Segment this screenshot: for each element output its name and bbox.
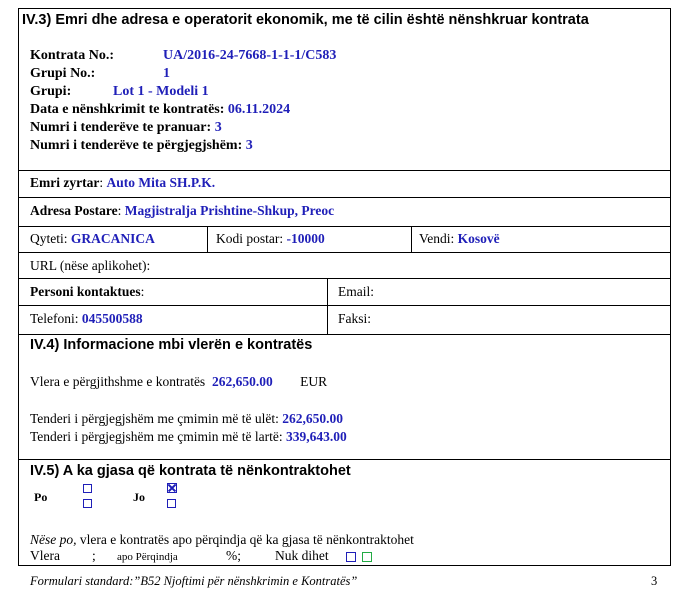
unknown-checkbox-green-icon[interactable] xyxy=(362,552,372,562)
yes-label: Po xyxy=(34,490,48,504)
divider xyxy=(18,170,671,171)
divider xyxy=(18,197,671,198)
postal-code-value: -10000 xyxy=(286,231,325,246)
total-value: 262,650.00 xyxy=(211,374,273,389)
highest-tender-label: Tenderi i përgjegjshëm me çmimin më të lartë: xyxy=(30,429,283,444)
divider xyxy=(18,226,671,227)
sign-date-label: Data e nënshkrimit te kontratës: xyxy=(30,102,225,117)
tenders-responsive-value: 3 xyxy=(245,138,253,153)
contact-person-cell: Personi kontaktues: xyxy=(30,284,145,299)
divider xyxy=(18,305,671,306)
tenders-received-label: Numri i tenderëve te pranuar: xyxy=(30,120,212,135)
lowest-tender-value: 262,650.00 xyxy=(282,411,343,426)
divider xyxy=(18,252,671,253)
sign-date-row xyxy=(30,102,290,118)
currency: EUR xyxy=(300,374,328,389)
tenders-received-row xyxy=(30,120,222,136)
email-label: Email: xyxy=(338,284,374,299)
highest-tender-row xyxy=(30,429,347,445)
tenders-responsive-row xyxy=(30,138,253,154)
lowest-tender-row xyxy=(30,411,343,427)
divider xyxy=(207,226,208,252)
no-label: Jo xyxy=(133,490,145,504)
contact-person-label: Personi kontaktues xyxy=(30,284,141,299)
contract-no-value: UA/2016-24-7668-1-1-1/C583 xyxy=(163,48,337,63)
value-label: Vlera xyxy=(30,548,60,563)
phone-value: 045500588 xyxy=(81,311,143,326)
group-label: Grupi: xyxy=(30,84,72,99)
phone-cell xyxy=(30,311,143,327)
highest-tender-value: 339,643.00 xyxy=(285,429,347,444)
official-name-label: Emri zyrtar xyxy=(30,175,100,190)
sign-date-value: 06.11.2024 xyxy=(227,102,291,117)
if-yes-prefix: Nëse po, xyxy=(30,532,77,547)
group-no-label: Grupi No.: xyxy=(30,66,96,81)
city-label: Qyteti: xyxy=(30,231,68,246)
page-number: 3 xyxy=(651,574,658,588)
fax-label: Faksi: xyxy=(338,311,372,326)
yes-checkbox-icon[interactable] xyxy=(83,499,92,508)
official-name-row: Emri zyrtar: Auto Mita SH.P.K. xyxy=(30,175,216,190)
postal-code-cell xyxy=(216,231,325,247)
tenders-received-value: 3 xyxy=(214,120,222,135)
country-value: Kosovë xyxy=(457,231,500,246)
official-name-value: Auto Mita SH.P.K. xyxy=(106,175,216,190)
divider xyxy=(18,278,671,279)
form-name: Formulari standard:”B52 Njoftimi për nënshkrimin e Kontratës” xyxy=(30,574,358,588)
tenders-responsive-label: Numri i tenderëve te përgjegjshëm: xyxy=(30,138,243,153)
if-yes-text: vlera e kontratës apo përqindja që ka gjasa të nënkontraktohet xyxy=(79,532,414,547)
postal-address-label: Adresa Postare xyxy=(30,203,118,218)
url-label: URL (nëse aplikohet): xyxy=(30,258,151,273)
phone-label: Telefoni: xyxy=(30,311,79,326)
total-value-label: Vlera e përgjithshme e kontratës xyxy=(30,374,206,389)
percentage-label: apo Përqindja xyxy=(117,551,178,563)
unknown-checkbox-icon[interactable] xyxy=(346,552,356,562)
divider xyxy=(411,226,412,252)
city-cell xyxy=(30,231,155,247)
divider xyxy=(18,334,671,335)
lowest-tender-label: Tenderi i përgjegjshëm me çmimin më të ulët: xyxy=(30,411,279,426)
city-value: GRACANICA xyxy=(70,231,155,246)
yes-checkbox-icon[interactable] xyxy=(83,484,92,493)
semicolon: ; xyxy=(92,548,96,563)
contract-no-label: Kontrata No.: xyxy=(30,48,114,63)
checked-checkbox-icon[interactable] xyxy=(167,483,177,493)
section-iv3-heading: IV.3) Emri dhe adresa e operatorit ekonomik, me të cilin është nënshkruar kontrata xyxy=(22,12,589,28)
if-yes-row xyxy=(30,532,414,548)
postal-address-value: Magjistralja Prishtine-Shkup, Preoc xyxy=(124,203,335,218)
total-value-row xyxy=(30,374,327,390)
no-checkbox-icon[interactable] xyxy=(167,499,176,508)
divider xyxy=(18,459,671,460)
country-cell xyxy=(419,231,500,247)
postal-code-label: Kodi postar: xyxy=(216,231,284,246)
percent-suffix: %; xyxy=(226,548,241,563)
divider xyxy=(327,278,328,334)
section-iv5-heading: IV.5) A ka gjasa që kontrata të nënkontraktohet xyxy=(30,463,351,479)
section-iv4-heading: IV.4) Informacione mbi vlerën e kontratës xyxy=(30,337,313,353)
group-no-value: 1 xyxy=(163,66,170,81)
group-value: Lot 1 - Modeli 1 xyxy=(113,84,209,99)
country-label: Vendi: xyxy=(419,231,455,246)
postal-address-row: Adresa Postare: Magjistralja Prishtine-Shkup, Preoc xyxy=(30,203,335,218)
unknown-label: Nuk dihet xyxy=(275,548,329,563)
